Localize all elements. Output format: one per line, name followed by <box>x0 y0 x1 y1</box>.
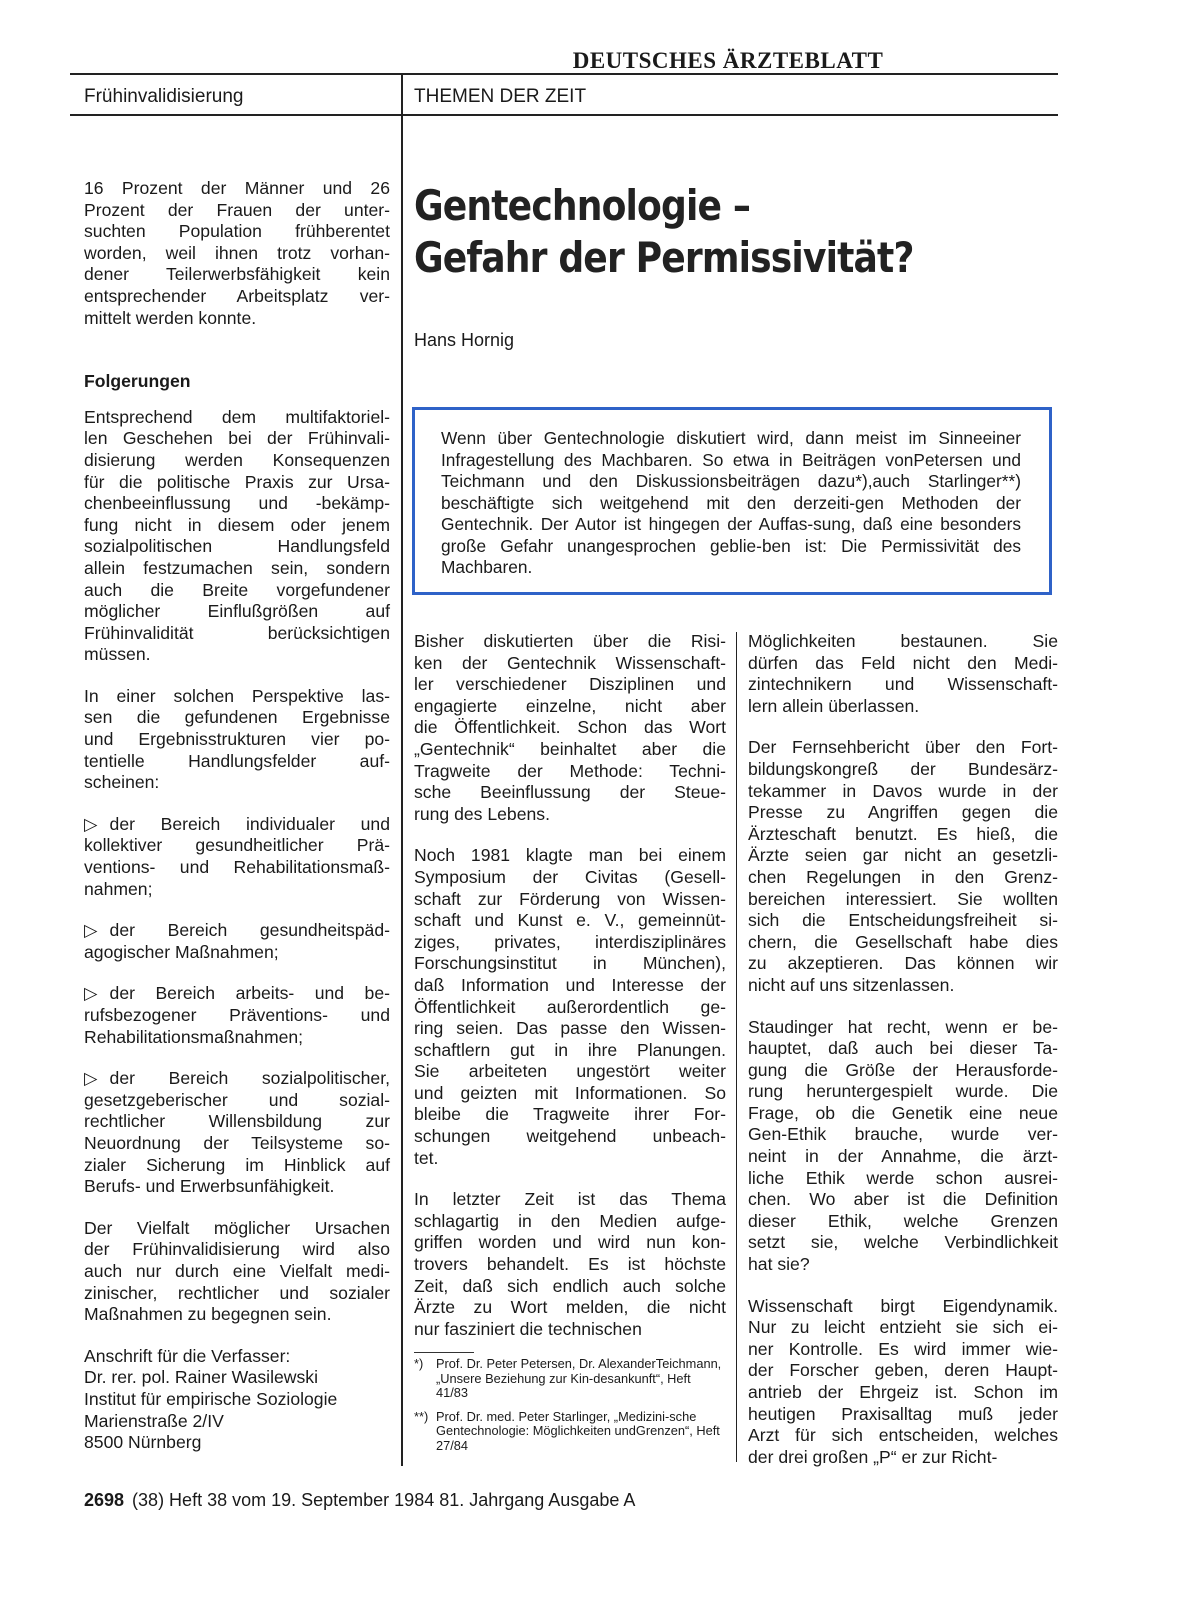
text-line: Frage, ob die Genetik eine neue <box>748 1102 1058 1123</box>
text-line: Dr. rer. pol. Rainer Wasilewski <box>84 1367 318 1388</box>
text-line: sung, daß eine besonders große Gefahr unangesprochen geblie- <box>441 514 1021 556</box>
intro-paragraph <box>84 178 390 329</box>
text-line: nur fasziniert die technischen <box>414 1318 642 1339</box>
text-line: tekammer in Davos wurde in der <box>748 780 1058 801</box>
text-line: Wissenschaft birgt Eigendynamik. <box>748 1295 1058 1316</box>
text-line: tentielle Handlungsfelder auf- <box>84 750 390 771</box>
text-line: Neuordnung der Teilsysteme so- <box>84 1132 390 1153</box>
text-line: In letzter Zeit ist das Thema <box>414 1189 726 1210</box>
text-line: fung nicht in diesem oder jenem <box>84 514 390 535</box>
paragraph-2 <box>84 686 390 794</box>
text-line: Maßnahmen zu begegnen sein. <box>84 1304 332 1325</box>
page-footer <box>84 1490 635 1511</box>
text-line: gung die Größe der Herausforde- <box>748 1059 1058 1080</box>
mid-paragraph-1 <box>414 631 726 825</box>
middle-column <box>414 631 726 1360</box>
text-line: hauptet, daß auch bei dieser Ta- <box>748 1038 1058 1059</box>
right-paragraph-3 <box>748 1017 1058 1276</box>
text-line: sozialpolitischen Handlungsfeld <box>84 536 390 557</box>
bullet-item-1 <box>84 814 390 900</box>
text-line: antrieb der Ehrgeiz ist. Schon im <box>748 1382 1058 1402</box>
text-line: setzt sie, welche Verbindlichkeit <box>748 1232 1058 1253</box>
left-column <box>84 178 390 1474</box>
text-line: auch die Breite vorgefundener <box>84 579 390 600</box>
author-address <box>84 1346 390 1454</box>
text-line: lern allein überlassen. <box>748 695 920 716</box>
text-line: schaft zur Förderung von Wissen- <box>414 888 726 909</box>
text-line: Prof. Dr. Peter Petersen, Dr. Alexander <box>436 1356 656 1371</box>
text-line: Presse zu Angriffen gegen die <box>748 802 1058 823</box>
text-line: sen die gefundenen Ergebnisse <box>84 707 390 728</box>
inner-column-divider <box>736 632 737 1462</box>
text-line: sche Beeinflussung der Steue- <box>414 782 726 803</box>
abstract-box <box>412 407 1052 595</box>
text-line: griffen worden und wird nun kon- <box>414 1232 726 1253</box>
right-paragraph-2 <box>748 737 1058 996</box>
text-line: chen. Wo aber ist die Definition <box>748 1189 1058 1210</box>
mid-paragraph-2 <box>414 845 726 1169</box>
text-line: len Geschehen bei der Frühinvali- <box>84 428 390 449</box>
text-line: worden, weil ihnen trotz vorhan- <box>84 242 390 263</box>
text-line: Anschrift für die Verfasser: <box>84 1345 291 1366</box>
text-line: ring seien. Das passe den Wissen- <box>414 1018 726 1039</box>
text-line: auch nur durch eine Vielfalt medi- <box>84 1260 390 1281</box>
title-line-2: Gefahr der Permissivität? <box>414 233 914 282</box>
text-line: einer Infragestellung des Machbaren. So etwa in Beiträgen von <box>441 428 1021 470</box>
text-line: Der Vielfalt möglicher Ursachen <box>84 1217 390 1238</box>
text-line: liche Ethik werde schon ausrei- <box>748 1167 1058 1188</box>
footnote-1 <box>414 1357 726 1401</box>
mid-paragraph-3 <box>414 1189 726 1340</box>
text-line: nahmen; <box>84 878 153 899</box>
bullet-item-4 <box>84 1068 390 1198</box>
text-line: Öffentlichkeit außerordentlich ge- <box>414 996 726 1017</box>
text-line: sche Gentechnologie: Möglichkeiten und <box>436 1408 697 1438</box>
text-line: bereichen interessiert. Sie wollten <box>748 888 1058 909</box>
right-paragraph-4 <box>748 1296 1058 1469</box>
text-line: Tragweite der Methode: Techni- <box>414 760 726 781</box>
text-line: rung heruntergespielt wurde. Die <box>748 1081 1058 1102</box>
text-line: dieser Ethik, welche Grenzen <box>748 1210 1058 1231</box>
text-line: und Ergebnisstrukturen vier po- <box>84 729 390 750</box>
title-line-1: Gentechnologie – <box>414 181 751 230</box>
text-line: hat sie? <box>748 1254 810 1275</box>
text-line: Marienstraße 2/IV <box>84 1410 224 1431</box>
footnote-2-text <box>436 1410 726 1454</box>
footnote-2-mark: **) <box>414 1408 429 1424</box>
text-line: heutigen Praxisalltag muß jeder <box>748 1403 1058 1424</box>
text-line: die Öffentlichkeit. Schon das Wort <box>414 717 726 738</box>
text-line: ben ist: Die Permissivität des Machbaren. <box>441 535 1022 577</box>
text-line: 16 Prozent der Männer und 26 <box>84 178 390 198</box>
footnote-1-text <box>436 1357 726 1401</box>
text-line: schungen weitgehend unbeach- <box>414 1126 726 1147</box>
header-rule <box>70 114 1058 116</box>
text-line: Grenzen“, Heft 27/84 <box>436 1423 720 1453</box>
page-number: 2698 <box>84 1490 125 1510</box>
text-line: Gen-Ethik brauche, wurde ver- <box>748 1124 1058 1145</box>
text-line: ziges, privates, interdisziplinäres <box>414 931 726 952</box>
text-line: zu akzeptieren. Das können wir <box>748 953 1058 974</box>
bullet-arrow-icon: ▷ <box>84 920 98 941</box>
text-line: Berufs- und Erwerbsunfähigkeit. <box>84 1176 335 1197</box>
text-line: Arzt für sich entscheiden, welches <box>748 1425 1058 1446</box>
right-paragraph-1 <box>748 631 1058 717</box>
text-line: Nur zu leicht entzieht sie sich ei- <box>748 1317 1058 1338</box>
text-line: bildungskongreß der Bundesärz- <box>748 758 1058 779</box>
text-line: entsprechender Arbeitsplatz ver- <box>84 285 390 306</box>
text-line: kollektiver gesundheitlicher Prä- <box>84 835 390 856</box>
text-line: der drei großen „P“ er zur Richt- <box>748 1446 998 1467</box>
bullet-arrow-icon: ▷ <box>84 813 98 834</box>
text-line: gesetzgeberischer und sozial- <box>84 1089 390 1110</box>
text-line: Ärzte seien gar nicht an gesetzli- <box>748 845 1058 866</box>
text-line: Ärzte zu Wort melden, die nicht <box>414 1297 726 1318</box>
text-line: schaftlern gut in ihre Planungen. <box>414 1039 726 1060</box>
text-line: Forschungsinstitut in München), <box>414 953 726 974</box>
text-line: „Gentechnik“ beinhaltet aber die <box>414 738 726 759</box>
text-line: neint in der Annahme, die ärzt- <box>748 1146 1058 1167</box>
bullet-arrow-icon: ▷ <box>84 1068 98 1089</box>
text-line: Der Fernsehbericht über den Fort- <box>748 737 1058 758</box>
text-line: ner Kontrolle. Es wird immer wie- <box>748 1338 1058 1359</box>
text-line: sich die Entscheidungsfreiheit si- <box>748 910 1058 931</box>
text-line: zintechnikern und Wissenschaft- <box>748 674 1058 695</box>
text-line: suchten Population frühberentet <box>84 221 390 242</box>
text-line: Sie arbeiteten ungestört weiter <box>414 1061 726 1082</box>
rubric-left: Frühinvalidisierung <box>84 86 244 107</box>
paragraph-3 <box>84 1218 390 1326</box>
text-line: scheinen: <box>84 772 160 793</box>
text-line: rung des Lebens. <box>414 803 550 824</box>
text-line: tet. <box>414 1147 439 1168</box>
abstract-text <box>441 428 1021 579</box>
text-line: daß Information und Interesse der <box>414 974 726 995</box>
text-line: Ärzteschaft benutzt. Es hieß, die <box>748 823 1058 844</box>
paragraph-1 <box>84 407 390 666</box>
text-line: auch Starlinger**) beschäftigte sich weitgehend mit den derzeiti- <box>441 471 1021 513</box>
text-line: Teichmann, „Unsere Beziehung zur Kin- <box>436 1356 722 1386</box>
text-line: Zeit, daß sich endlich auch solche <box>414 1275 726 1296</box>
text-line: der Forscher geben, deren Haupt- <box>748 1360 1058 1381</box>
section-heading: Folgerungen <box>84 371 191 392</box>
text-line: mittelt werden konnte. <box>84 307 257 328</box>
text-line: zialer Sicherung im Hinblick auf <box>84 1154 390 1175</box>
text-line: trovers behandelt. Es ist höchste <box>414 1254 726 1275</box>
text-line: zinischer, rechtlicher und sozialer <box>84 1282 390 1303</box>
text-line: schlagartig in den Medien aufge- <box>414 1210 726 1231</box>
footnote-rule <box>414 1352 474 1353</box>
text-line: schaft und Kunst e. V., gemeinnüt- <box>414 910 726 931</box>
text-line: chen Regelungen in den Grenz- <box>748 866 1058 887</box>
text-line: chern, die Gesellschaft habe dies <box>748 931 1058 952</box>
text-line: Wenn über Gentechnologie diskutiert wird, dann meist im Sinne <box>441 428 983 448</box>
text-line: für die politische Praxis zur Ursa- <box>84 471 390 492</box>
text-line: bleibe die Tragweite ihrer For- <box>414 1104 726 1125</box>
right-column <box>748 631 1058 1488</box>
rubric-right: THEMEN DER ZEIT <box>414 86 587 107</box>
text-line: Möglichkeiten bestaunen. Sie <box>748 631 1058 651</box>
text-line: Entsprechend dem multifaktoriel- <box>84 406 390 427</box>
column-divider <box>401 74 403 1466</box>
text-line: der Frühinvalidisierung wird also <box>84 1239 390 1260</box>
bullet-item-2 <box>84 920 390 963</box>
text-line: Prof. Dr. med. Peter Starlinger, „Medizini- <box>436 1408 670 1424</box>
text-line: desankunft“, Heft 41/83 <box>436 1370 691 1400</box>
text-line: ventions- und Rehabilitationsmaß- <box>84 857 390 878</box>
text-line: Frühinvalidität berücksichtigen <box>84 622 390 643</box>
text-line: und geizten mit Informationen. So <box>414 1082 726 1103</box>
article-title <box>414 180 914 284</box>
author-name: Hans Hornig <box>414 330 515 350</box>
text-line: ▷ der Bereich arbeits- und be- <box>84 983 390 1004</box>
text-line: dürfen das Feld nicht den Medi- <box>748 652 1058 673</box>
text-line: ler verschiedener Disziplinen und <box>414 674 726 695</box>
text-line: engagierte einzelne, nicht aber <box>414 695 726 716</box>
footnotes <box>414 1357 726 1462</box>
text-line: Noch 1981 klagte man bei einem <box>414 845 726 866</box>
text-line: möglicher Einflußgrößen auf <box>84 601 390 622</box>
text-line: In einer solchen Perspektive las- <box>84 685 390 706</box>
text-line: Bisher diskutierten über die Risi- <box>414 631 726 651</box>
text-line: Prozent der Frauen der unter- <box>84 199 390 220</box>
masthead: DEUTSCHES ÄRZTEBLATT <box>572 48 884 73</box>
text-line: gen Methoden der Gentechnik. Der Autor ist hingegen der Auffas- <box>441 492 1021 534</box>
text-line: Staudinger hat recht, wenn er be- <box>748 1016 1058 1037</box>
text-line: Institut für empirische Soziologie <box>84 1388 338 1409</box>
footnote-1-mark: *) <box>414 1356 424 1371</box>
text-line: Symposium der Civitas (Gesell- <box>414 866 726 887</box>
text-line: Rehabilitationsmaßnahmen; <box>84 1026 304 1047</box>
text-line: rechtlicher Willensbildung zur <box>84 1111 390 1132</box>
text-line: ▷ der Bereich individualer und <box>84 813 390 834</box>
text-line: 8500 Nürnberg <box>84 1432 202 1453</box>
text-line: rufsbezogener Präventions- und <box>84 1005 390 1025</box>
text-line: chenbeeinflussung und -bekämp- <box>84 493 390 514</box>
bullet-item-3 <box>84 983 390 1048</box>
text-line: dener Teilerwerbsfähigkeit kein <box>84 264 390 285</box>
bullet-arrow-icon: ▷ <box>84 983 98 1004</box>
text-line: Petersen und Teichmann und den Diskussionsbeiträgen dazu*), <box>441 449 1021 491</box>
issue-details: (38) Heft 38 vom 19. September 1984 81. Jahrgang Ausgabe A <box>132 1490 636 1510</box>
footnote-2 <box>414 1410 726 1454</box>
text-line: allein festzumachen sein, sondern <box>84 557 390 578</box>
text-line: nicht auf uns sitzenlassen. <box>748 974 955 995</box>
text-line: agogischer Maßnahmen; <box>84 941 279 962</box>
text-line: ▷ der Bereich sozialpolitischer, <box>84 1068 390 1089</box>
text-line: disierung werden Konsequenzen <box>84 449 390 470</box>
text-line: ▷ der Bereich gesundheitspäd- <box>84 920 390 941</box>
masthead-rule <box>70 73 1058 75</box>
text-line: ken der Gentechnik Wissenschaft- <box>414 652 726 673</box>
text-line: müssen. <box>84 644 151 665</box>
